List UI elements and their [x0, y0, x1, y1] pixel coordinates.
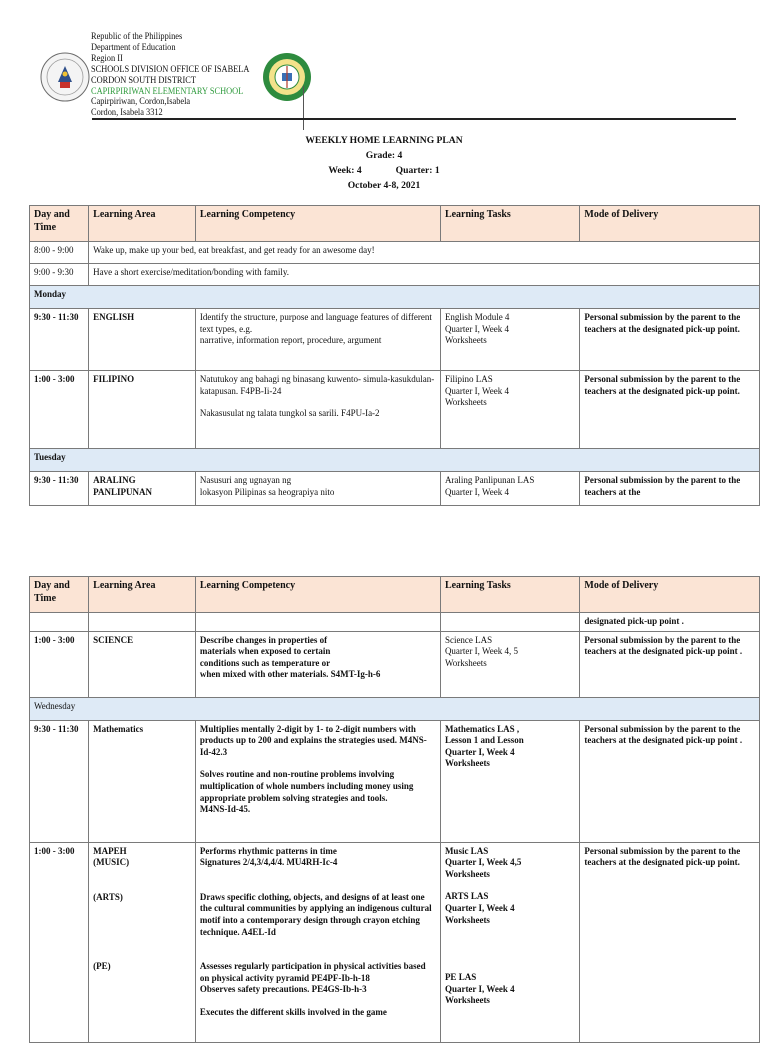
- delivery-cell: Personal submission by the parent to the teachers at the designated pick-up point.: [580, 371, 760, 449]
- competency-text: Draws specific clothing, objects, and designs of at least one the cultural communities by applying an indigenous cultural motif into a contemporary design through crayon etching technique. A4EL-Id: [199, 891, 432, 937]
- column-header: Learning Tasks: [440, 577, 579, 613]
- learning-plan-table-2: [29, 576, 760, 1043]
- school-name: CAPIRPIRIWAN ELEMENTARY SCHOOL: [91, 86, 244, 97]
- table-header-row: [30, 206, 760, 242]
- area-text: MAPEH (MUSIC): [93, 845, 130, 868]
- plan-week: Week: 4: [328, 165, 362, 176]
- letterhead-text: [91, 32, 249, 119]
- school-seal-icon: [262, 52, 312, 102]
- header-line: CORDON SOUTH DISTRICT: [91, 75, 196, 86]
- column-header: Learning Area: [89, 206, 196, 242]
- column-header: Mode of Delivery: [580, 206, 760, 242]
- table-row: [30, 242, 760, 264]
- area-text: (ARTS): [93, 891, 123, 902]
- table-row: [30, 309, 760, 371]
- plan-quarter: Quarter: 1: [395, 165, 440, 176]
- competency-cell: Nasusuri ang ugnayan ng lokasyon Pilipinas sa heograpiya nito: [195, 472, 440, 506]
- column-header: Learning Competency: [195, 577, 440, 613]
- day-row-monday: [30, 286, 760, 309]
- area-cell: ENGLISH: [89, 309, 196, 371]
- tasks-cell: [440, 613, 579, 632]
- area-cell: [89, 842, 196, 1042]
- table-row: [30, 613, 760, 632]
- header-line: Region II: [91, 53, 123, 64]
- day-label: Monday: [30, 286, 760, 309]
- area-cell: FILIPINO: [89, 371, 196, 449]
- tasks-text: PE LAS Quarter I, Week 4 Worksheets: [444, 972, 515, 1006]
- competency-text: Performs rhythmic patterns in time Signatures 2/4,3/4,4/4. MU4RH-Ic-4: [199, 845, 338, 868]
- learning-plan-table-1: [29, 205, 760, 506]
- competency-cell: Identify the structure, purpose and language features of different text types, e.g. narrative, information report, procedure, argument: [195, 309, 440, 371]
- logo-divider: [303, 86, 304, 130]
- competency-text: Natutukoy ang bahagi ng binasang kuwento- simula-kasukdulan-katapusan. F4PB-Ii-24: [199, 374, 435, 396]
- table-row: [30, 371, 760, 449]
- letterhead: [40, 30, 736, 120]
- time-cell: 9:30 - 11:30: [30, 309, 89, 371]
- day-label: Tuesday: [30, 449, 760, 472]
- table-row: [30, 631, 760, 697]
- time-cell: 1:00 - 3:00: [30, 631, 89, 697]
- delivery-cell: Personal submission by the parent to the teachers at the designated pick-up point .: [580, 720, 760, 842]
- school-address: Capirpiriwan, Cordon,Isabela: [91, 97, 191, 108]
- column-header: Learning Tasks: [440, 206, 579, 242]
- header-line: Republic of the Philippines: [91, 32, 183, 42]
- day-row-wednesday: [30, 697, 760, 720]
- area-text: (PE): [93, 961, 111, 972]
- table-row: [30, 472, 760, 506]
- tasks-cell: Filipino LAS Quarter I, Week 4 Worksheets: [440, 371, 579, 449]
- header-line: Department of Education: [91, 42, 176, 53]
- time-cell: 9:30 - 11:30: [30, 720, 89, 842]
- tasks-cell: Araling Panlipunan LAS Quarter I, Week 4: [440, 472, 579, 506]
- column-header: Day and Time: [30, 206, 89, 242]
- header-divider: [92, 118, 736, 120]
- tasks-text: Music LAS Quarter I, Week 4,5 Worksheets: [444, 845, 522, 879]
- table-row: [30, 720, 760, 842]
- plan-title-block: [0, 133, 768, 193]
- table-header-row: [30, 577, 760, 613]
- competency-cell: [195, 371, 440, 449]
- tasks-cell: Mathematics LAS , Lesson 1 and Lesson Quarter I, Week 4 Worksheets: [440, 720, 579, 842]
- table-row: [30, 264, 760, 286]
- area-cell: Mathematics: [89, 720, 196, 842]
- time-cell: 1:00 - 3:00: [30, 842, 89, 1042]
- plan-week-quarter: [0, 163, 768, 178]
- plan-date: October 4-8, 2021: [347, 180, 421, 191]
- delivery-cell: Personal submission by the parent to the teachers at the designated pick-up point .: [580, 631, 760, 697]
- tasks-text: ARTS LAS Quarter I, Week 4 Worksheets: [444, 891, 515, 925]
- school-address: Cordon, Isabela 3312: [91, 108, 163, 119]
- competency-cell: Describe changes in properties of materials when exposed to certain conditions such as temperature or when mixed with other materials. S4MT-Ig-h-6: [195, 631, 440, 697]
- routine-cell: Have a short exercise/meditation/bonding with family.: [89, 264, 760, 286]
- plan-title: WEEKLY HOME LEARNING PLAN: [305, 135, 463, 146]
- time-cell: 9:00 - 9:30: [30, 264, 89, 286]
- area-cell: ARALING PANLIPUNAN: [89, 472, 196, 506]
- table-row: [30, 842, 760, 1042]
- time-cell: 8:00 - 9:00: [30, 242, 89, 264]
- area-cell: SCIENCE: [89, 631, 196, 697]
- day-label: Wednesday: [30, 697, 760, 720]
- column-header: Learning Area: [89, 577, 196, 613]
- plan-grade: Grade: 4: [365, 150, 403, 161]
- competency-text: Executes the different skills involved in the game: [199, 1006, 387, 1017]
- deped-seal-icon: [40, 52, 90, 102]
- time-cell: [30, 613, 89, 632]
- tasks-cell: [440, 842, 579, 1042]
- time-cell: 1:00 - 3:00: [30, 371, 89, 449]
- competency-text: Solves routine and non-routine problems involving multiplication of whole numbers including money using appropriate problem solving strategies and tools. M4NS-Id-45.: [199, 769, 414, 815]
- competency-cell: [195, 720, 440, 842]
- tasks-cell: Science LAS Quarter I, Week 4, 5 Worksheets: [440, 631, 579, 697]
- competency-text: Multiplies mentally 2-digit by 1- to 2-digit numbers with products up to 200 and explains the strategies used. M4NS-Id-42.3: [199, 723, 427, 757]
- competency-cell: [195, 842, 440, 1042]
- competency-text: Nakasusulat ng talata tungkol sa sarili. F4PU-Ia-2: [199, 408, 380, 419]
- time-cell: 9:30 - 11:30: [30, 472, 89, 506]
- column-header: Day and Time: [30, 577, 89, 613]
- competency-cell: [195, 613, 440, 632]
- routine-cell: Wake up, make up your bed, eat breakfast, and get ready for an awesome day!: [89, 242, 760, 264]
- area-cell: [89, 613, 196, 632]
- delivery-cell: Personal submission by the parent to the teachers at the designated pick-up point.: [580, 309, 760, 371]
- column-header: Learning Competency: [195, 206, 440, 242]
- competency-text: Assesses regularly participation in physical activities based on physical activity pyramid PE4PF-Ib-h-18 Observes safety precautions. PE4GS-Ib-h-3: [199, 961, 426, 995]
- day-row-tuesday: [30, 449, 760, 472]
- tasks-cell: English Module 4 Quarter I, Week 4 Worksheets: [440, 309, 579, 371]
- column-header: Mode of Delivery: [580, 577, 760, 613]
- header-line: SCHOOLS DIVISION OFFICE OF ISABELA: [91, 64, 250, 75]
- delivery-cell: Personal submission by the parent to the teachers at the: [580, 472, 760, 506]
- delivery-cell: designated pick-up point .: [580, 613, 760, 632]
- delivery-cell: Personal submission by the parent to the teachers at the designated pick-up point.: [580, 842, 760, 1042]
